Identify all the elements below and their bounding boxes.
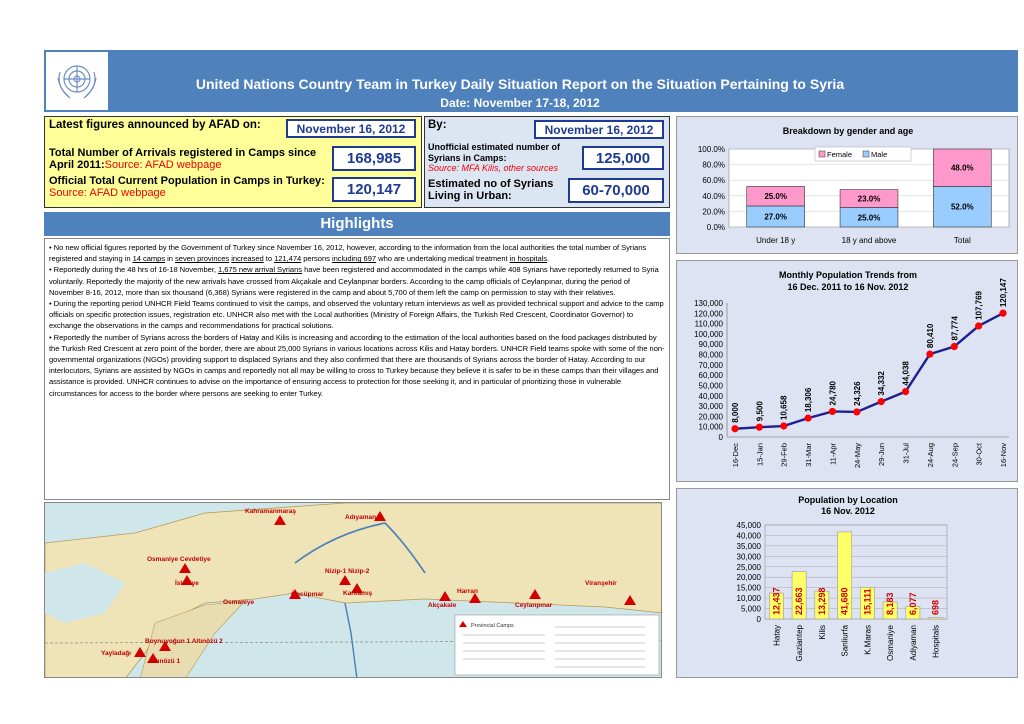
highlight-paragraph-1: • No new official figures reported by the Government of Turkey since November 16, 2012, however, according to the information from the local authorities the total number of Syrians registered and staying in 14 camps in seven provinces increased to 121,474 persons including 697 who are undertaking medical treatment in hospitals. — [49, 243, 647, 264]
map-legend-title: Provincial Camps — [471, 623, 514, 629]
data-label: 15,111 — [862, 588, 873, 615]
map-label-adiyaman: Adıyaman — [345, 514, 377, 521]
data-label: 87,774 — [950, 316, 960, 341]
arrivals-source: Source: AFAD webpage — [104, 159, 222, 171]
highlight-paragraph-2: • Reportedly during the 48 hrs of 16-18 November, 1,675 new arrival Syrians have been registered and accommodated in the camps while 408 Syrians have reportedly returned to Syria voluntarily. Reportedly the majority of the new arrivals have crossed from Akçakale and Ceylanpınar borders. According to the camp officials of Ceylanpınar, during the period of November 8-16, 2012, more than six thousand (6,368) Syrians were registered in the camp and about 5,700 of them left the camp on permission to stay with their relatives. — [49, 265, 659, 297]
x-tick-label: Hospitals — [931, 625, 941, 658]
legend-swatch-male — [863, 151, 869, 157]
x-tick-label: 30-Oct — [974, 443, 984, 466]
map-label-cevdetiye: Osmaniye Cevdetiye — [147, 556, 211, 563]
map-label-altinozu1: Altınözü 1 — [149, 658, 181, 665]
data-label-male: 27.0% — [764, 212, 788, 222]
data-label: 120,147 — [999, 278, 1008, 308]
data-point — [731, 425, 738, 432]
x-tick-label: Osmaniye — [886, 625, 896, 662]
map-label-islahiye: İslahiye — [175, 580, 199, 587]
afad-date: November 16, 2012 — [286, 119, 416, 138]
legend-label-female: Female — [827, 150, 853, 159]
y-tick-label: 35,000 — [736, 541, 761, 551]
arrivals-label: Total Number of Arrivals registered in Camps since April 2011:Source: AFAD webpage — [49, 147, 317, 171]
bar — [929, 618, 943, 619]
map-label-nizip: Nizip-1 Nizip-2 — [325, 568, 370, 575]
map-label-harran: Harran — [457, 588, 478, 595]
map-label-akcakale: Akçakale — [428, 602, 457, 609]
y-tick-label: 100.0% — [697, 145, 725, 154]
x-tick-label: 29-Feb — [779, 443, 789, 467]
x-tick-label: 16-Nov — [999, 443, 1008, 468]
x-tick-label: 29-Jun — [877, 443, 887, 466]
gender-age-chart-panel — [676, 116, 1018, 254]
y-tick-label: 0.0% — [706, 223, 725, 232]
map-label-ceylanpinar: Ceylanpınar — [515, 602, 553, 609]
y-tick-label: 30,000 — [698, 402, 723, 412]
data-label-female: 23.0% — [857, 194, 881, 204]
x-tick-label: 31-Jul — [901, 443, 911, 464]
data-label: 18,306 — [804, 387, 814, 413]
y-tick-label: 40,000 — [736, 531, 761, 541]
x-tick-label: 24-Aug — [925, 443, 935, 468]
report-date: Date: November 17-18, 2012 — [440, 96, 600, 110]
urban-label: Estimated no of Syrians Living in Urban: — [428, 178, 554, 202]
chart-title: Breakdown by gender and age — [782, 126, 914, 136]
gender-age-chart — [677, 117, 1019, 255]
data-label: 698 — [930, 599, 941, 615]
y-tick-label: 100,000 — [694, 329, 723, 339]
series-line — [735, 313, 1003, 429]
data-label: 107,769 — [974, 290, 984, 320]
x-tick-label: Hatay — [772, 625, 782, 646]
data-point — [780, 422, 787, 429]
data-label: 13,298 — [816, 587, 827, 615]
map-graphic — [45, 503, 662, 678]
y-tick-label: 90,000 — [698, 340, 723, 350]
x-tick-label: Kilis — [817, 625, 827, 640]
population-value: 120,147 — [332, 177, 416, 202]
y-tick-label: 60.0% — [702, 176, 725, 186]
map-label-kahramanmaras: Kahramanmaraş — [245, 508, 296, 515]
highlight-paragraph-3: • During the reporting period UNHCR Field Teams continued to visit the camps, and observed the voluntary return interviews as well as provided technical support and advice to the camp officials on specific protection issues, registration etc. UNHCR also met with the Local authorities (Ministry of Foreign Affairs, the Turkish Red Crescent, Coordinator Governor) to exchange the observations in the camps and recommendations for practical solutions. — [49, 299, 664, 331]
y-tick-label: 80,000 — [698, 350, 723, 360]
data-point — [878, 398, 885, 405]
x-tick-label: 24-May — [852, 443, 862, 469]
data-point — [926, 351, 933, 358]
y-tick-label: 20.0% — [702, 207, 725, 217]
data-point — [756, 424, 763, 431]
camps-map — [44, 502, 662, 678]
x-tick-label: 15-Jan — [755, 443, 765, 466]
chart-title-line1: Monthly Population Trends from — [779, 270, 917, 280]
y-tick-label: 15,000 — [736, 583, 761, 593]
urban-value: 60-70,000 — [568, 178, 664, 203]
x-tick-label: 24-Sep — [950, 443, 960, 468]
unofficial-label: Unofficial estimated number of Syrians in Camps: Source: MFA Kilis, other sources — [428, 142, 561, 173]
x-tick-label: 31-Mar — [804, 443, 814, 467]
unofficial-source: Source: MFA Kilis, other sources — [428, 163, 559, 173]
unofficial-value: 125,000 — [582, 146, 664, 170]
y-tick-label: 20,000 — [698, 412, 723, 422]
x-tick-label: Sanliurfa — [840, 625, 850, 657]
data-label: 12,437 — [771, 587, 782, 615]
data-label: 34,332 — [877, 371, 887, 396]
report-title: United Nations Country Team in Turkey Daily Situation Report on the Situation Pertaining to Syria — [195, 76, 845, 92]
y-tick-label: 40.0% — [702, 191, 725, 201]
x-tick-label: Total — [953, 236, 971, 245]
data-label: 10,658 — [779, 395, 789, 421]
y-tick-label: 40,000 — [698, 391, 723, 401]
x-tick-label: 11-Apr — [828, 443, 838, 465]
legend-label-male: Male — [871, 150, 888, 159]
highlights-body — [44, 238, 670, 500]
population-label: Official Total Current Population in Camps in Turkey: Source: AFAD webpage — [49, 175, 325, 199]
y-tick-label: 25,000 — [736, 562, 761, 572]
data-label: 8,183 — [885, 592, 896, 615]
afad-label: Latest figures announced by AFAD on: — [49, 119, 261, 131]
population-location-chart-panel — [676, 488, 1018, 678]
data-point — [975, 322, 982, 329]
x-tick-label: 18 y and above — [841, 236, 897, 245]
y-tick-label: 110,000 — [694, 319, 723, 329]
data-label-male: 25.0% — [857, 213, 881, 223]
data-label: 44,038 — [901, 361, 911, 386]
data-label: 41,680 — [839, 587, 850, 615]
y-tick-label: 60,000 — [698, 371, 723, 381]
population-trend-chart-panel — [676, 260, 1018, 482]
x-tick-label: Adiyaman — [908, 625, 918, 661]
by-label: By: — [428, 119, 447, 131]
y-tick-label: 70,000 — [698, 360, 723, 370]
data-label-female: 48.0% — [950, 163, 974, 173]
population-trend-chart — [677, 261, 1019, 483]
highlights-heading: Highlights — [44, 212, 670, 236]
data-point — [829, 408, 836, 415]
population-location-chart — [677, 489, 1019, 679]
x-tick-label: K.Maras — [863, 625, 873, 655]
data-label-female: 25.0% — [764, 192, 788, 202]
data-label: 24,780 — [828, 380, 838, 406]
y-tick-label: 30,000 — [736, 552, 761, 562]
data-point — [999, 310, 1006, 317]
arrivals-value: 168,985 — [332, 146, 416, 171]
y-tick-label: 45,000 — [736, 521, 761, 530]
data-label: 22,663 — [794, 587, 805, 615]
data-label: 24,326 — [852, 381, 862, 406]
population-source: Source: AFAD webpage — [49, 187, 166, 199]
chart-title-line2: 16 Dec. 2011 to 16 Nov. 2012 — [787, 282, 909, 292]
data-label-male: 52.0% — [950, 202, 974, 212]
x-tick-label: Under 18 y — [756, 236, 796, 245]
y-tick-label: 5,000 — [740, 604, 761, 614]
map-label-oncupinar: Öncüpınar — [291, 591, 324, 598]
legend-swatch-female — [819, 151, 825, 157]
y-tick-label: 0 — [718, 433, 723, 442]
data-label: 8,000 — [731, 402, 740, 423]
y-tick-label: 10,000 — [698, 422, 723, 432]
map-label-viransehir: Viranşehir — [585, 580, 617, 587]
y-tick-label: 120,000 — [694, 309, 723, 319]
y-tick-label: 130,000 — [694, 299, 723, 308]
data-point — [804, 415, 811, 422]
x-tick-label: 16-Dec — [731, 443, 740, 468]
chart-title-line1: Population by Location — [798, 495, 898, 505]
y-tick-label: 50,000 — [698, 381, 723, 391]
un-logo — [46, 52, 108, 110]
map-label-altinozu2: Boynuyoğun 1 Altınözü 2 — [145, 638, 223, 645]
by-date: November 16, 2012 — [534, 120, 664, 139]
map-label-yayladagi: Yayladağı — [101, 650, 131, 657]
y-tick-label: 80.0% — [702, 160, 725, 170]
map-label-osmaniye: Osmaniye — [223, 599, 255, 606]
y-tick-label: 10,000 — [736, 594, 761, 604]
y-tick-label: 0 — [756, 615, 761, 624]
data-point — [853, 408, 860, 415]
chart-title-line2: 16 Nov. 2012 — [821, 506, 875, 516]
map-label-karkamis: Karkamış — [343, 590, 373, 597]
data-label: 9,500 — [755, 401, 765, 422]
data-label: 6,077 — [907, 592, 918, 615]
data-label: 80,410 — [925, 323, 935, 349]
data-point — [902, 388, 909, 395]
highlight-paragraph-4: • Reportedly the number of Syrians across the borders of Hatay and Kilis is increasing and according to the estimation of the local authorities based on the food packages distributed by the Turkish Red Crescent at zero point of the border, there are about 25,000 Syrians in various locations across Kilis and Hatay borders. UNHCR Field teams spoke with some of the non-governmental organizations (NGOs) providing support to displaced Syrians and they also confirmed that there are thousands of Syrians across the border of Hatay. According to our interlocutors, Syrians are assisted by NGOs in camps and reportedly not all may be willing to cross to Turkey because they believe it is safer to be in these camps than their villages and assistance is provided. UNHCR continues to advise on the importance of ensuring access to protection for those seeking it, and in particular of prioritizing those in vulnerable circumstances for access to the border where persons are seeking to enter Turkey. — [49, 332, 665, 398]
y-tick-label: 20,000 — [736, 573, 761, 583]
x-tick-label: Gaziantep — [795, 625, 805, 662]
data-point — [951, 343, 958, 350]
